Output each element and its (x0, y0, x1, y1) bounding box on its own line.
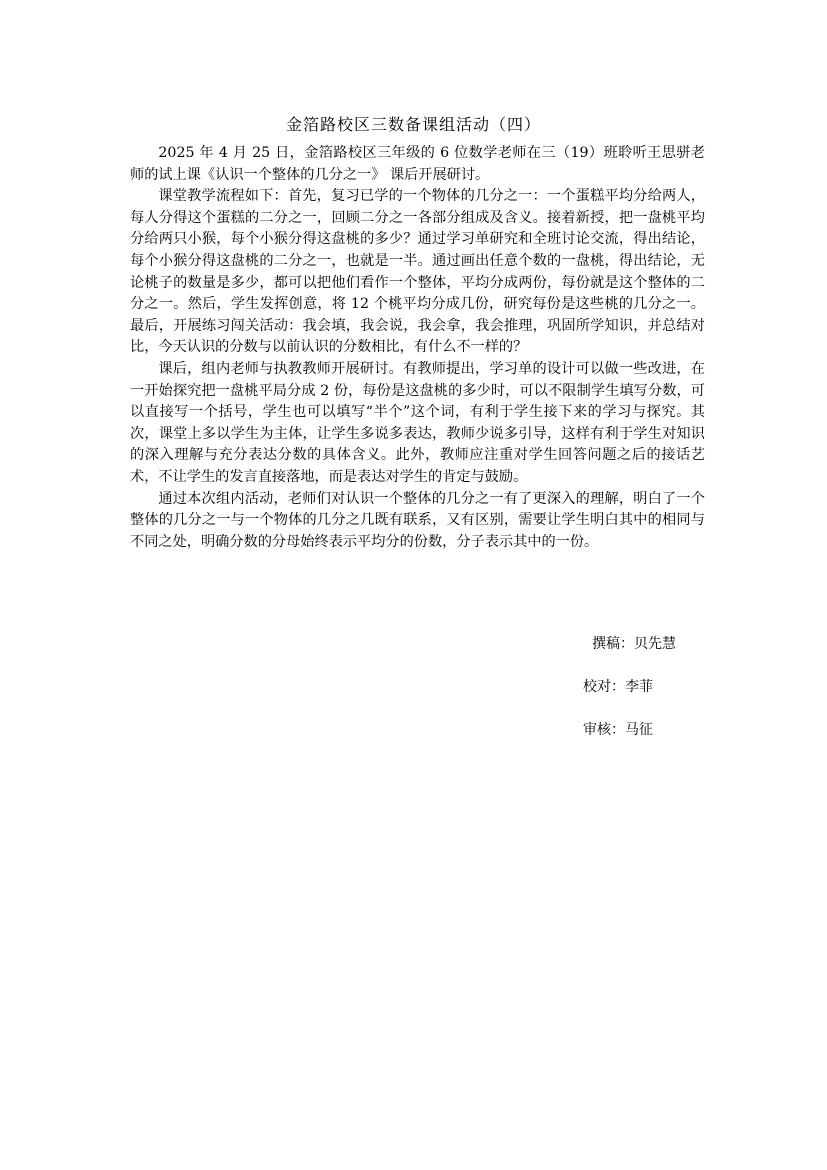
paragraph-intro: 2025 年 4 月 25 日，金箔路校区三年级的 6 位数学老师在三（19）班聆听王思骈老师的试上课《认识一个整体的几分之一》 课后开展研讨。 (130, 145, 705, 183)
reviewer-signature: 审核：马征 (583, 722, 653, 738)
writer-signature: 撰稿：贝先慧 (592, 636, 676, 652)
paragraph-discussion: 课后，组内老师与执教教师开展研讨。有教师提出，学习单的设计可以做一些改进，在一开始探究把一盘桃平局分成 2 份，每份是这盘桃的多少时，可以不限制学生填写分数，可以直接写一个括号，学生也可以填写“半个”这个词，有利于学生接下来的学习与探究。其次，课堂上多以学生为主体，让学生多说多表达，教师少说多引导，这样有利于学生对知识的深入理解与充分表达分数的具体含义。此外，教师应注重对学生回答问题之后的接话艺术，不让学生的发言直接落地，而是表达对学生的肯定与鼓励。 (130, 360, 705, 485)
paragraph-lesson-flow: 课堂教学流程如下：首先，复习已学的一个物体的几分之一：一个蛋糕平均分给两人，每人分得这个蛋糕的二分之一，回顾二分之一各部分组成及含义。接着新授，把一盘桃平均分给两只小猴，每个小猴分得这盘桃的多少？通过学习单研究和全班讨论交流，得出结论，每个小猴分得这盘桃的二分之一，也就是一半。通过画出任意个数的一盘桃，得出结论，无论桃子的数量是多少，都可以把他们看作一个整体，平均分成两份，每份就是这个整体的二分之一。然后，学生发挥创意，将 12 个桃平均分成几份，研究每份是这些桃的几分之一。最后，开展练习闯关活动：我会填，我会说，我会拿，我会推理，巩固所学知识，并总结对比，今天认识的分数与以前认识的分数相比，有什么不一样的？ (130, 188, 705, 356)
proofreader-signature: 校对：李菲 (583, 679, 653, 695)
document-title: 金箔路校区三数备课组活动（四） (285, 115, 541, 134)
paragraph-conclusion: 通过本次组内活动，老师们对认识一个整体的几分之一有了更深入的理解，明白了一个整体的几分之一与一个物体的几分之几既有联系，又有区别，需要让学生明白其中的相同与不同之处，明确分数的分母始终表示平均分的份数，分子表示其中的一份。 (130, 490, 705, 550)
document-body (130, 143, 705, 553)
